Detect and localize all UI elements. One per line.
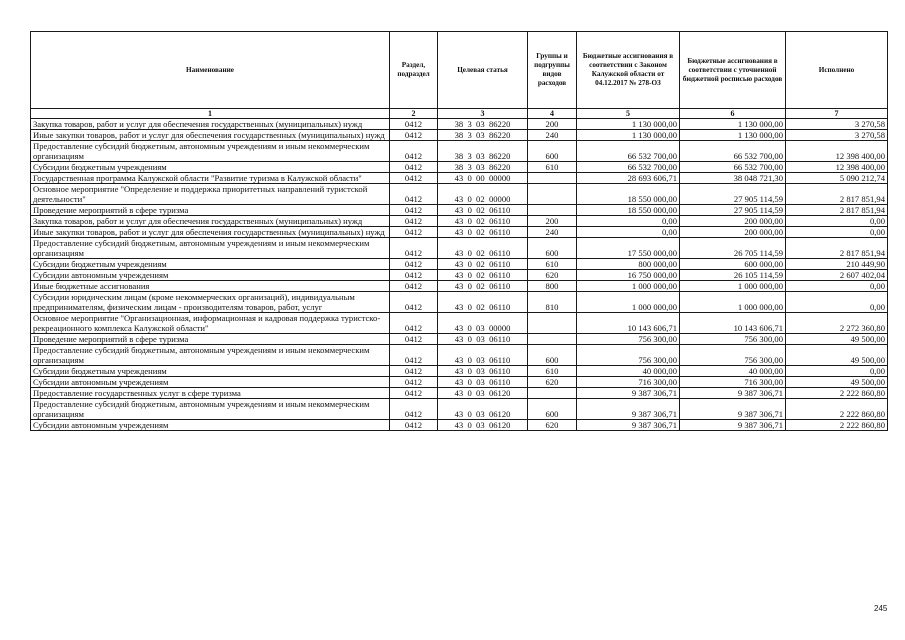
row-name: Субсидии юридическим лицам (кроме некоммерческих организаций), индивидуальным предпринимателям, физическим лицам - производителям товаров, работ, услуг [31, 292, 390, 313]
column-number: 6 [680, 109, 786, 119]
row-target-article: 38 3 03 86220 [438, 141, 528, 162]
row-name: Иные закупки товаров, работ и услуг для обеспечения государственных (муниципальных) нужд [31, 130, 390, 141]
row-refined-amount: 1 000 000,00 [680, 281, 786, 292]
row-section: 0412 [390, 173, 438, 184]
row-expense-group: 610 [528, 259, 577, 270]
row-refined-amount: 200 000,00 [680, 216, 786, 227]
row-target-article: 43 0 02 06110 [438, 216, 528, 227]
row-executed-amount: 2 222 860,80 [786, 388, 888, 399]
row-refined-amount: 1 130 000,00 [680, 130, 786, 141]
row-name: Предоставление государственных услуг в сфере туризма [31, 388, 390, 399]
table-row [31, 130, 888, 141]
table-row [31, 345, 888, 366]
row-section: 0412 [390, 130, 438, 141]
table-row [31, 270, 888, 281]
table-row [31, 205, 888, 216]
row-refined-amount: 756 300,00 [680, 345, 786, 366]
row-executed-amount: 2 817 851,94 [786, 205, 888, 216]
row-executed-amount: 0,00 [786, 281, 888, 292]
row-law-amount: 17 550 000,00 [577, 238, 680, 259]
row-name: Закупка товаров, работ и услуг для обеспечения государственных (муниципальных) нужд [31, 119, 390, 130]
row-executed-amount: 2 817 851,94 [786, 238, 888, 259]
column-numbers-row [31, 109, 888, 119]
row-section: 0412 [390, 270, 438, 281]
row-name: Предоставление субсидий бюджетным, автономным учреждениям и иным некоммерческим организациям [31, 345, 390, 366]
row-expense-group: 610 [528, 366, 577, 377]
row-target-article: 43 0 00 00000 [438, 173, 528, 184]
table-row [31, 399, 888, 420]
row-section: 0412 [390, 292, 438, 313]
row-refined-amount: 66 532 700,00 [680, 141, 786, 162]
table-row [31, 184, 888, 205]
row-section: 0412 [390, 377, 438, 388]
row-expense-group: 200 [528, 119, 577, 130]
row-target-article: 43 0 03 06110 [438, 334, 528, 345]
row-executed-amount: 0,00 [786, 366, 888, 377]
row-name: Предоставление субсидий бюджетным, автономным учреждениям и иным некоммерческим организациям [31, 399, 390, 420]
row-name: Субсидии бюджетным учреждениям [31, 259, 390, 270]
row-executed-amount: 0,00 [786, 292, 888, 313]
row-target-article: 43 0 02 06110 [438, 259, 528, 270]
row-refined-amount: 756 300,00 [680, 334, 786, 345]
row-expense-group [528, 184, 577, 205]
row-section: 0412 [390, 259, 438, 270]
row-law-amount: 0,00 [577, 227, 680, 238]
table-row [31, 334, 888, 345]
row-law-amount: 716 300,00 [577, 377, 680, 388]
row-name: Предоставление субсидий бюджетным, автономным учреждениям и иным некоммерческим организациям [31, 238, 390, 259]
row-section: 0412 [390, 345, 438, 366]
row-section: 0412 [390, 162, 438, 173]
row-target-article: 43 0 03 06120 [438, 388, 528, 399]
row-refined-amount: 66 532 700,00 [680, 162, 786, 173]
column-number: 2 [390, 109, 438, 119]
row-refined-amount: 200 000,00 [680, 227, 786, 238]
row-refined-amount: 40 000,00 [680, 366, 786, 377]
row-executed-amount: 49 500,00 [786, 334, 888, 345]
table-row [31, 173, 888, 184]
row-section: 0412 [390, 313, 438, 334]
page-number: 245 [874, 604, 888, 613]
row-target-article: 43 0 03 06110 [438, 345, 528, 366]
row-expense-group [528, 388, 577, 399]
row-executed-amount: 49 500,00 [786, 377, 888, 388]
row-target-article: 43 0 02 06110 [438, 270, 528, 281]
row-target-article: 43 0 03 06120 [438, 420, 528, 431]
row-law-amount: 9 387 306,71 [577, 420, 680, 431]
row-refined-amount: 27 905 114,59 [680, 184, 786, 205]
row-law-amount: 18 550 000,00 [577, 184, 680, 205]
row-executed-amount: 5 090 212,74 [786, 173, 888, 184]
row-refined-amount: 600 000,00 [680, 259, 786, 270]
row-name: Субсидии бюджетным учреждениям [31, 366, 390, 377]
table-row [31, 141, 888, 162]
header-name: Наименование [31, 32, 390, 109]
row-section: 0412 [390, 184, 438, 205]
row-target-article: 43 0 02 06110 [438, 281, 528, 292]
row-expense-group: 600 [528, 141, 577, 162]
table-row [31, 292, 888, 313]
row-expense-group [528, 313, 577, 334]
row-name: Проведение мероприятий в сфере туризма [31, 205, 390, 216]
row-expense-group: 200 [528, 216, 577, 227]
row-law-amount: 18 550 000,00 [577, 205, 680, 216]
row-target-article: 43 0 03 06110 [438, 377, 528, 388]
row-expense-group: 240 [528, 227, 577, 238]
row-executed-amount: 0,00 [786, 227, 888, 238]
row-expense-group: 600 [528, 238, 577, 259]
table-row [31, 227, 888, 238]
row-executed-amount: 12 398 400,00 [786, 162, 888, 173]
row-target-article: 43 0 03 06120 [438, 399, 528, 420]
row-target-article: 43 0 02 06110 [438, 205, 528, 216]
table-row [31, 238, 888, 259]
table-row [31, 388, 888, 399]
row-expense-group: 620 [528, 420, 577, 431]
column-number: 3 [438, 109, 528, 119]
row-refined-amount: 1 000 000,00 [680, 292, 786, 313]
column-number: 1 [31, 109, 390, 119]
row-law-amount: 9 387 306,71 [577, 399, 680, 420]
row-section: 0412 [390, 366, 438, 377]
row-section: 0412 [390, 334, 438, 345]
row-law-amount: 1 130 000,00 [577, 130, 680, 141]
header-executed: Исполнено [786, 32, 888, 109]
header-section: Раздел, подраздел [390, 32, 438, 109]
row-executed-amount: 49 500,00 [786, 345, 888, 366]
row-executed-amount: 2 222 860,80 [786, 399, 888, 420]
header-refined-allocations: Бюджетные ассигнования в соответствии с уточненной бюджетной росписью расходов [680, 32, 786, 109]
row-target-article: 38 3 03 86220 [438, 162, 528, 173]
row-law-amount: 800 000,00 [577, 259, 680, 270]
row-section: 0412 [390, 399, 438, 420]
row-executed-amount: 12 398 400,00 [786, 141, 888, 162]
row-target-article: 38 3 03 86220 [438, 130, 528, 141]
row-expense-group [528, 334, 577, 345]
row-refined-amount: 9 387 306,71 [680, 388, 786, 399]
table-header [31, 32, 888, 119]
row-section: 0412 [390, 281, 438, 292]
row-law-amount: 0,00 [577, 216, 680, 227]
row-expense-group: 240 [528, 130, 577, 141]
row-name: Закупка товаров, работ и услуг для обеспечения государственных (муниципальных) нужд [31, 216, 390, 227]
row-name: Предоставление субсидий бюджетным, автономным учреждениям и иным некоммерческим организациям [31, 141, 390, 162]
row-expense-group: 620 [528, 377, 577, 388]
row-name: Проведение мероприятий в сфере туризма [31, 334, 390, 345]
table-row [31, 377, 888, 388]
header-expense-groups: Группы и подгруппы видов расходов [528, 32, 577, 109]
row-target-article: 43 0 03 06110 [438, 366, 528, 377]
table-row [31, 162, 888, 173]
row-refined-amount: 38 048 721,30 [680, 173, 786, 184]
row-refined-amount: 27 905 114,59 [680, 205, 786, 216]
row-expense-group: 600 [528, 399, 577, 420]
row-law-amount: 66 532 700,00 [577, 162, 680, 173]
row-refined-amount: 9 387 306,71 [680, 420, 786, 431]
row-law-amount: 1 000 000,00 [577, 281, 680, 292]
budget-table [30, 31, 888, 431]
row-executed-amount: 2 607 402,04 [786, 270, 888, 281]
row-expense-group: 620 [528, 270, 577, 281]
row-law-amount: 756 300,00 [577, 334, 680, 345]
table-row [31, 281, 888, 292]
row-executed-amount: 210 449,90 [786, 259, 888, 270]
row-law-amount: 10 143 606,71 [577, 313, 680, 334]
row-executed-amount: 2 817 851,94 [786, 184, 888, 205]
row-expense-group: 610 [528, 162, 577, 173]
table-row [31, 366, 888, 377]
row-executed-amount: 3 270,58 [786, 119, 888, 130]
table-row [31, 259, 888, 270]
row-refined-amount: 26 105 114,59 [680, 270, 786, 281]
table-row [31, 216, 888, 227]
row-executed-amount: 3 270,58 [786, 130, 888, 141]
row-section: 0412 [390, 205, 438, 216]
row-name: Субсидии автономным учреждениям [31, 270, 390, 281]
row-law-amount: 16 750 000,00 [577, 270, 680, 281]
row-expense-group: 600 [528, 345, 577, 366]
row-name: Иные закупки товаров, работ и услуг для обеспечения государственных (муниципальных) нужд [31, 227, 390, 238]
row-target-article: 43 0 02 06110 [438, 238, 528, 259]
row-name: Субсидии бюджетным учреждениям [31, 162, 390, 173]
table-row [31, 313, 888, 334]
row-executed-amount: 2 272 360,80 [786, 313, 888, 334]
row-executed-amount: 2 222 860,80 [786, 420, 888, 431]
column-number: 7 [786, 109, 888, 119]
row-section: 0412 [390, 119, 438, 130]
row-name: Иные бюджетные ассигнования [31, 281, 390, 292]
row-expense-group: 800 [528, 281, 577, 292]
row-law-amount: 756 300,00 [577, 345, 680, 366]
row-section: 0412 [390, 216, 438, 227]
row-law-amount: 40 000,00 [577, 366, 680, 377]
row-refined-amount: 26 705 114,59 [680, 238, 786, 259]
row-law-amount: 9 387 306,71 [577, 388, 680, 399]
row-expense-group [528, 173, 577, 184]
table-body [31, 119, 888, 431]
row-target-article: 43 0 02 00000 [438, 184, 528, 205]
row-expense-group [528, 205, 577, 216]
row-law-amount: 1 000 000,00 [577, 292, 680, 313]
row-target-article: 43 0 03 00000 [438, 313, 528, 334]
row-target-article: 43 0 02 06110 [438, 292, 528, 313]
row-refined-amount: 716 300,00 [680, 377, 786, 388]
row-name: Субсидии автономным учреждениям [31, 420, 390, 431]
header-target-article: Целевая статья [438, 32, 528, 109]
row-expense-group: 810 [528, 292, 577, 313]
row-executed-amount: 0,00 [786, 216, 888, 227]
header-law-allocations: Бюджетные ассигнования в соответствии с Законом Калужской области от 04.12.2017 № 278-ОЗ [577, 32, 680, 109]
row-refined-amount: 1 130 000,00 [680, 119, 786, 130]
row-name: Основное мероприятие "Определение и поддержка приоритетных направлений туристской деятельности" [31, 184, 390, 205]
column-number: 4 [528, 109, 577, 119]
column-number: 5 [577, 109, 680, 119]
row-section: 0412 [390, 238, 438, 259]
row-section: 0412 [390, 388, 438, 399]
row-law-amount: 28 693 606,71 [577, 173, 680, 184]
row-target-article: 38 3 03 86220 [438, 119, 528, 130]
row-name: Субсидии автономным учреждениям [31, 377, 390, 388]
row-refined-amount: 10 143 606,71 [680, 313, 786, 334]
table-row [31, 119, 888, 130]
row-law-amount: 66 532 700,00 [577, 141, 680, 162]
row-target-article: 43 0 02 06110 [438, 227, 528, 238]
row-section: 0412 [390, 141, 438, 162]
table-row [31, 420, 888, 431]
row-law-amount: 1 130 000,00 [577, 119, 680, 130]
row-name: Основное мероприятие "Организационная, информационная и кадровая поддержка туристско-рекреационного комплекса Калужской области" [31, 313, 390, 334]
row-section: 0412 [390, 227, 438, 238]
row-refined-amount: 9 387 306,71 [680, 399, 786, 420]
row-section: 0412 [390, 420, 438, 431]
row-name: Государственная программа Калужской области "Развитие туризма в Калужской области" [31, 173, 390, 184]
